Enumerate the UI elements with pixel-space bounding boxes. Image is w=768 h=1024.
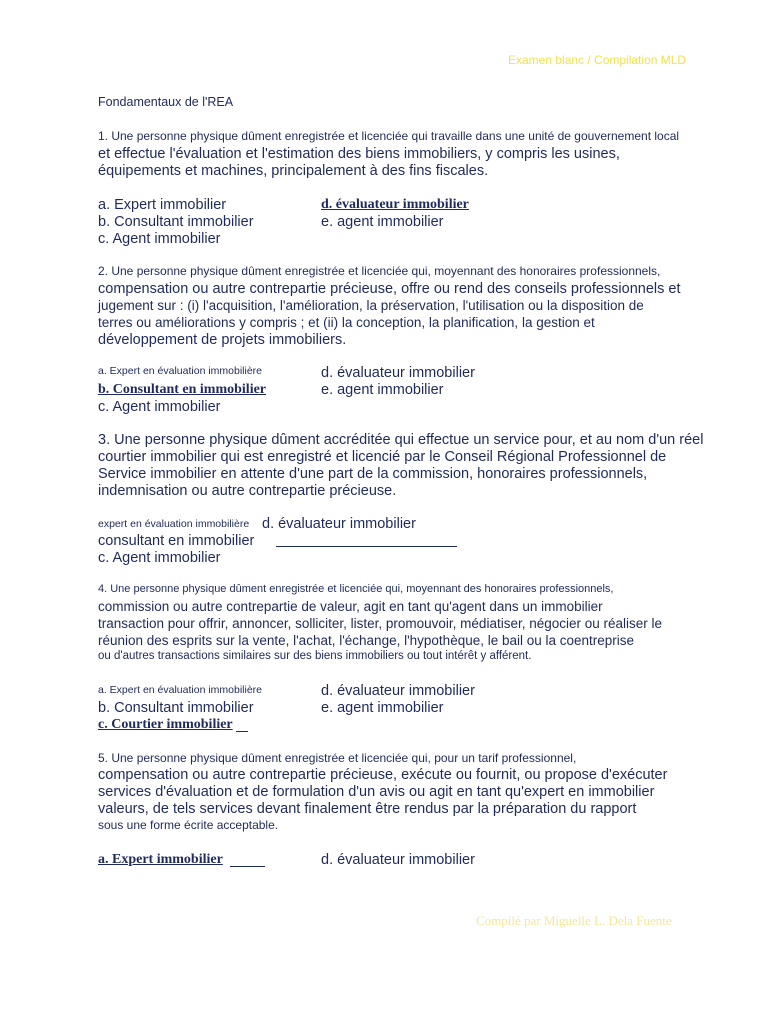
q4-option-b: b. Consultant immobilier [98,700,254,716]
q1-option-c: c. Agent immobilier [98,231,221,247]
page-footer: Compilé par Miguelle L. Dela Fuente [476,913,672,928]
q4-line-5: ou d'autres transactions similaires sur des biens immobiliers ou tout intérêt y afférent. [98,650,532,662]
q5-answer-underline-tail [230,866,265,867]
q4-option-d: d. évaluateur immobilier [321,683,475,699]
q5-line-5: sous une forme écrite acceptable. [98,818,279,832]
q5-option-a-answer: a. Expert immobilier [98,852,223,867]
q3-option-a: expert en évaluation immobilière [98,518,250,530]
q4-line-4: réunion des esprits sur la vente, l'achat, l'échange, l'hypothèque, le bail ou la coentreprise [98,633,635,648]
q2-line-4: terres ou améliorations y compris ; et (ii) la conception, la planification, la gestion et [98,315,595,330]
q4-option-e: e. agent immobilier [321,700,444,716]
q3-answer-blank [276,546,457,547]
q3-option-c: c. Agent immobilier [98,550,221,566]
q1-line-1: 1. Une personne physique dûment enregistrée et licenciée qui travaille dans une unité de gouvernement local [98,129,680,143]
q2-option-a: a. Expert en évaluation immobilière [98,365,263,377]
q4-answer-underline-tail [236,731,248,732]
q3-option-d: d. évaluateur immobilier [262,516,416,532]
page-title: Fondamentaux de l'REA [98,95,234,109]
q5-line-3: services d'évaluation et de formulation d'un avis ou agit en tant qu'expert en immobilier [98,784,655,800]
q3-line-4: indemnisation ou autre contrepartie précieuse. [98,483,397,499]
q2-line-3: jugement sur : (i) l'acquisition, l'amélioration, la préservation, l'utilisation ou la disposition de [98,298,644,313]
q3-option-b: consultant en immobilier [98,533,255,549]
q4-option-a: a. Expert en évaluation immobilière [98,684,263,696]
q3-line-1: 3. Une personne physique dûment accréditée qui effectue un service pour, et au nom d'un réel [98,432,704,448]
q2-line-2: compensation ou autre contrepartie précieuse, offre ou rend des conseils professionnels et [98,281,681,297]
q2-line-1: 2. Une personne physique dûment enregistrée et licenciée qui, moyennant des honoraires professionnels, [98,264,661,278]
q5-line-2: compensation ou autre contrepartie précieuse, exécute ou fournit, ou propose d'exécuter [98,767,668,783]
q1-line-3: équipements et machines, principalement à des fins fiscales. [98,163,489,179]
q5-option-d: d. évaluateur immobilier [321,852,475,868]
page-header: Examen blanc / Compilation MLD [508,53,687,67]
q2-option-b-answer: b. Consultant en immobilier [98,382,267,397]
q3-line-3: Service immobilier en attente d'une part de la commission, honoraires professionnels, [98,466,648,482]
q1-line-2: et effectue l'évaluation et l'estimation des biens immobiliers, y compris les usines, [98,146,620,162]
q2-option-c: c. Agent immobilier [98,399,221,415]
q1-option-e: e. agent immobilier [321,214,444,230]
q1-option-a: a. Expert immobilier [98,197,227,213]
q2-line-5: développement de projets immobiliers. [98,332,347,348]
q4-line-3: transaction pour offrir, annoncer, solliciter, lister, promouvoir, médiatiser, négocier ou réaliser le [98,616,663,631]
q5-line-1: 5. Une personne physique dûment enregistrée et licenciée qui, pour un tarif professionnel, [98,751,577,765]
q4-option-c-answer: c. Courtier immobilier [98,717,233,732]
q1-option-b: b. Consultant immobilier [98,214,254,230]
q4-line-1: 4. Une personne physique dûment enregistrée et licenciée qui, moyennant des honoraires professionnels, [98,583,614,595]
q2-option-e: e. agent immobilier [321,382,444,398]
q3-line-2: courtier immobilier qui est enregistré et licencié par le Conseil Régional Professionnel de [98,449,667,465]
q2-option-d: d. évaluateur immobilier [321,365,475,381]
q4-line-2: commission ou autre contrepartie de valeur, agit en tant qu'agent dans un immobilier [98,599,603,614]
q1-option-d-answer: d. évaluateur immobilier [321,197,469,212]
q5-line-4: valeurs, de tels services devant finalement être rendus par la préparation du rapport [98,801,637,817]
